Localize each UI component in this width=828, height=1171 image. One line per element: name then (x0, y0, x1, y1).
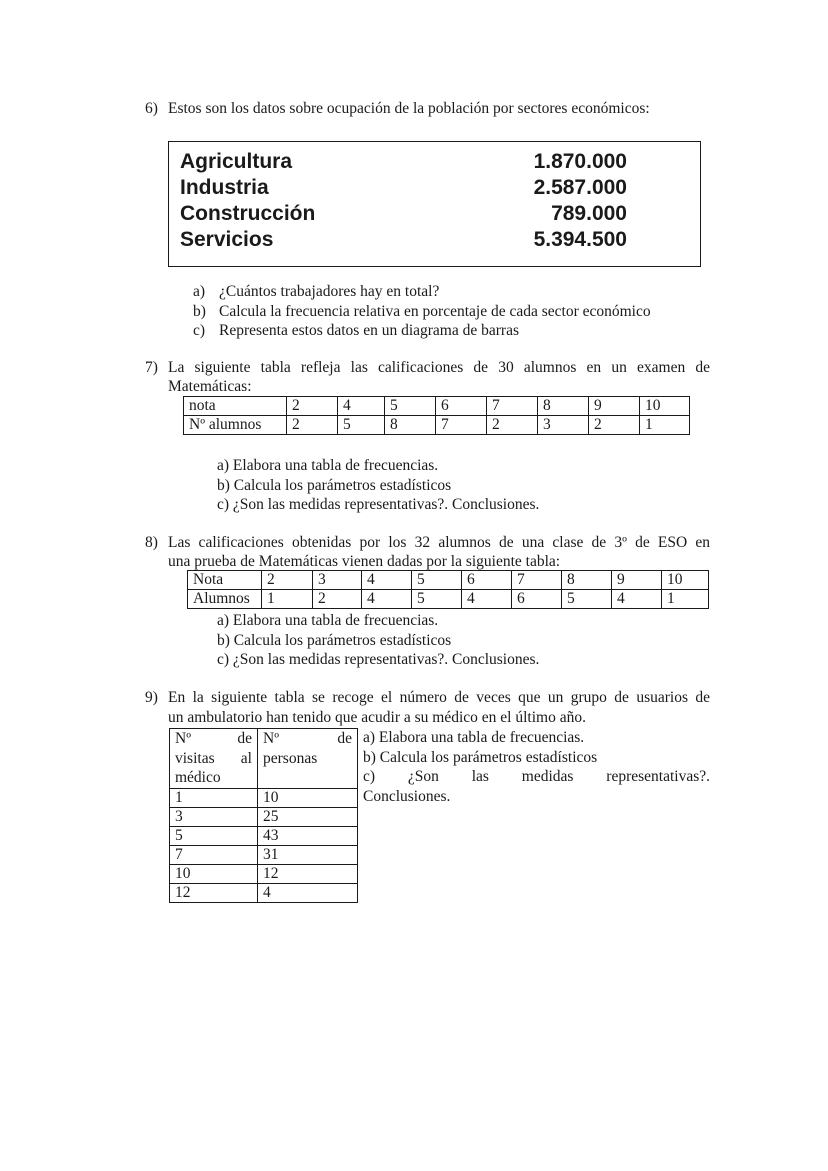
sector-value: 5.394.500 (533, 228, 627, 251)
sector-name: Industria (180, 176, 269, 199)
table-cell: 12 (170, 883, 258, 902)
table-row (170, 826, 358, 845)
table-row (170, 883, 358, 902)
table-cell: 12 (258, 864, 358, 883)
exercise-statement: Estos son los datos sobre ocupación de la población por sectores económicos: (168, 100, 650, 117)
table-cell: 2 (287, 416, 338, 435)
table-row (170, 788, 358, 807)
table-row (170, 864, 358, 883)
grades-table (183, 396, 690, 435)
table-cell: 6 (462, 571, 512, 590)
exercise-number: 8) (145, 534, 158, 551)
table-cell: 3 (538, 416, 589, 435)
table-cell: 5 (385, 397, 436, 416)
header-cell-persons: Nº de personas (258, 729, 358, 789)
question-item: b) Calcula la frecuencia relativa en porcentaje de cada sector económico (193, 302, 651, 320)
question-item: a) Elabora una tabla de frecuencias. (217, 457, 439, 474)
table-cell: 10 (170, 864, 258, 883)
table-cell: 7 (170, 845, 258, 864)
table-cell: 43 (258, 826, 358, 845)
header-cell-visits: Nº de visitas al médico (170, 729, 258, 789)
sector-row (180, 175, 627, 201)
table-header-row (170, 729, 358, 789)
table-cell: 1 (640, 416, 690, 435)
exercise-statement-line2: un ambulatorio han tenido que acudir a su médico en el último año. (168, 709, 586, 726)
exercise-statement-line1: En la siguiente tabla se recoge el número de veces que un grupo de usuarios de (168, 689, 710, 706)
grades-table (187, 570, 709, 609)
table-cell: nota (184, 397, 287, 416)
question-item: c) Representa estos datos en un diagrama de barras (193, 322, 519, 339)
table-cell: 6 (512, 590, 562, 609)
question-item: a) Elabora una tabla de frecuencias. (217, 612, 439, 629)
sector-row (180, 201, 627, 227)
table-cell: 6 (436, 397, 487, 416)
table-cell: 31 (258, 845, 358, 864)
sector-name: Agricultura (180, 150, 293, 173)
question-item: Conclusiones. (363, 787, 451, 805)
table-cell: 4 (462, 590, 512, 609)
table-cell: 1 (262, 590, 313, 609)
sector-data-box (168, 141, 701, 267)
sector-value: 1.870.000 (533, 150, 627, 173)
table-cell: 1 (662, 590, 709, 609)
table-cell: 7 (436, 416, 487, 435)
question-list (217, 456, 539, 515)
table-cell: 4 (338, 397, 385, 416)
table-cell: 8 (562, 571, 612, 590)
question-item: c) ¿Son las medidas representativas?. (363, 768, 710, 785)
table-cell: 10 (258, 788, 358, 807)
exercise-number: 6) (145, 100, 158, 117)
exercise-number: 9) (145, 689, 158, 706)
table-cell: 10 (662, 571, 709, 590)
visits-table (169, 728, 358, 903)
table-cell: Nº alumnos (184, 416, 287, 435)
exercise-number: 7) (145, 359, 158, 376)
table-row (184, 397, 690, 416)
sector-row (180, 149, 627, 175)
table-cell: 9 (589, 397, 640, 416)
exercise-statement-line2: una prueba de Matemáticas vienen dadas por la siguiente tabla: (168, 553, 561, 570)
table-cell: 3 (313, 571, 362, 590)
table-cell: 7 (512, 571, 562, 590)
question-item: c) ¿Son las medidas representativas?. Conclusiones. (217, 496, 540, 513)
table-cell: 4 (362, 590, 412, 609)
table-cell: 5 (412, 590, 462, 609)
table-row (170, 845, 358, 864)
question-list (363, 728, 710, 806)
table-cell: 1 (170, 788, 258, 807)
sector-row (180, 227, 627, 253)
table-cell: 2 (589, 416, 640, 435)
table-cell: 5 (562, 590, 612, 609)
table-row (188, 571, 709, 590)
table-cell: 2 (287, 397, 338, 416)
table-cell: Nota (188, 571, 262, 590)
table-cell: 25 (258, 807, 358, 826)
exercise-statement-line1: Las calificaciones obtenidas por los 32 alumnos de una clase de 3º de ESO en (168, 534, 710, 551)
question-item: b) Calcula los parámetros estadísticos (217, 631, 452, 649)
table-cell: 4 (612, 590, 662, 609)
sector-name: Servicios (180, 228, 274, 251)
table-cell: 4 (258, 883, 358, 902)
table-cell: 3 (170, 807, 258, 826)
table-cell: Alumnos (188, 590, 262, 609)
table-cell: 2 (487, 416, 538, 435)
table-cell: 9 (612, 571, 662, 590)
question-item: a) Elabora una tabla de frecuencias. (363, 729, 585, 746)
table-cell: 5 (338, 416, 385, 435)
exercise-statement-line2: Matemáticas: (168, 378, 252, 395)
question-item: c) ¿Son las medidas representativas?. Conclusiones. (217, 651, 540, 668)
question-item: a) ¿Cuántos trabajadores hay en total? (193, 283, 440, 300)
table-row (188, 590, 709, 609)
question-item: b) Calcula los parámetros estadísticos (217, 476, 452, 494)
table-cell: 5 (412, 571, 462, 590)
table-row (170, 807, 358, 826)
sector-name: Construcción (180, 202, 316, 225)
question-list (193, 282, 651, 341)
question-list (217, 611, 539, 670)
table-cell: 10 (640, 397, 690, 416)
table-cell: 7 (487, 397, 538, 416)
table-cell: 2 (262, 571, 313, 590)
table-cell: 8 (538, 397, 589, 416)
sector-value: 789.000 (551, 202, 627, 225)
exercise-statement-line1: La siguiente tabla refleja las calificaciones de 30 alumnos en un examen de (168, 359, 710, 376)
table-cell: 2 (313, 590, 362, 609)
table-cell: 5 (170, 826, 258, 845)
question-item: b) Calcula los parámetros estadísticos (363, 748, 598, 766)
sector-value: 2.587.000 (533, 176, 627, 199)
table-cell: 4 (362, 571, 412, 590)
table-row (184, 416, 690, 435)
table-cell: 8 (385, 416, 436, 435)
